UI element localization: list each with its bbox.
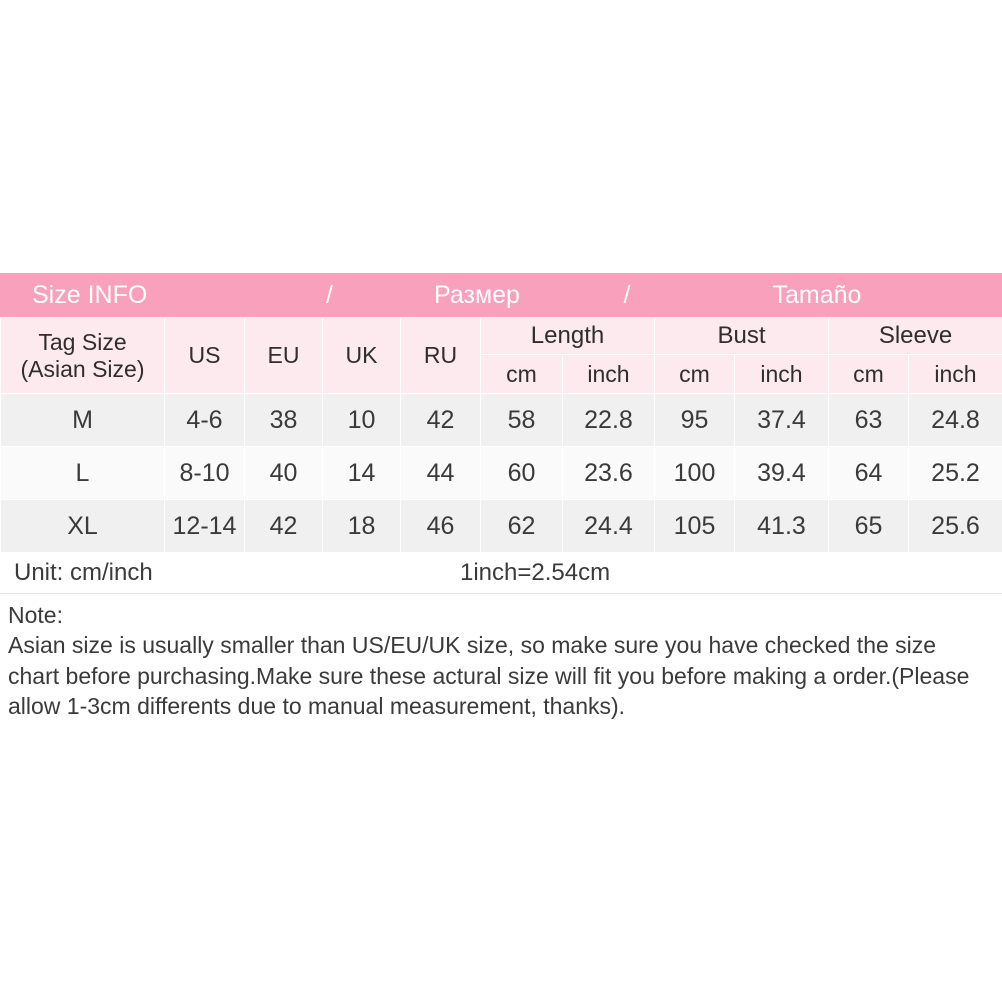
header-eu: EU [245,318,323,394]
table-row [1,500,1002,553]
cell-ru: 42 [401,394,481,447]
cell-bust-cm: 105 [655,500,735,553]
table-row [1,394,1002,447]
banner-separator-2: / [623,280,631,309]
header-tag-size-line2: (Asian Size) [20,355,145,382]
cell-length-cm: 58 [481,394,563,447]
header-us: US [165,318,245,394]
note-block [0,594,1002,721]
note-title: Note: [8,602,63,628]
size-table [0,317,1002,553]
header-bust-inch: inch [735,355,829,394]
cell-tag-size: M [1,394,165,447]
header-tag-size [1,318,165,394]
banner-label-russian: Размер [434,280,520,309]
cell-tag-size: XL [1,500,165,553]
banner-label-spanish: Tamaño [772,280,862,309]
cell-sleeve-inch: 24.8 [909,394,1002,447]
cell-us: 4-6 [165,394,245,447]
cell-length-inch: 24.4 [563,500,655,553]
header-bust-cm: cm [655,355,735,394]
cell-bust-inch: 41.3 [735,500,829,553]
cell-eu: 40 [245,447,323,500]
cell-bust-inch: 37.4 [735,394,829,447]
table-header-row-groups [1,318,1002,355]
header-uk: UK [323,318,401,394]
table-row [1,447,1002,500]
cell-ru: 44 [401,447,481,500]
cell-uk: 14 [323,447,401,500]
header-length: Length [481,318,655,355]
header-length-inch: inch [563,355,655,394]
header-bust: Bust [655,318,829,355]
cell-tag-size: L [1,447,165,500]
cell-uk: 10 [323,394,401,447]
cell-sleeve-cm: 64 [829,447,909,500]
header-sleeve-inch: inch [909,355,1002,394]
header-length-cm: cm [481,355,563,394]
size-info-banner [0,273,1002,317]
header-ru: RU [401,318,481,394]
cell-sleeve-inch: 25.2 [909,447,1002,500]
cell-eu: 42 [245,500,323,553]
cell-us: 8-10 [165,447,245,500]
unit-row [0,553,1002,594]
cell-bust-cm: 100 [655,447,735,500]
cell-eu: 38 [245,394,323,447]
banner-label-english: Size INFO [32,280,148,309]
cell-us: 12-14 [165,500,245,553]
header-sleeve: Sleeve [829,318,1002,355]
cell-length-cm: 60 [481,447,563,500]
unit-conversion: 1inch=2.54cm [460,559,611,586]
unit-label: Unit: cm/inch [14,559,153,586]
header-sleeve-cm: cm [829,355,909,394]
header-tag-size-line1: Tag Size [38,329,127,356]
cell-length-cm: 62 [481,500,563,553]
cell-sleeve-cm: 65 [829,500,909,553]
size-chart [0,273,1002,721]
cell-bust-cm: 95 [655,394,735,447]
cell-uk: 18 [323,500,401,553]
cell-length-inch: 22.8 [563,394,655,447]
cell-sleeve-inch: 25.6 [909,500,1002,553]
cell-sleeve-cm: 63 [829,394,909,447]
cell-length-inch: 23.6 [563,447,655,500]
note-body: Asian size is usually smaller than US/EU/UK size, so make sure you have checked the size chart before purchasing.Make sure these actural size will fit you before making a order.(Please allow 1-3cm differents due to manual measurement, thanks). [8,632,970,720]
banner-separator-1: / [326,280,333,309]
cell-ru: 46 [401,500,481,553]
cell-bust-inch: 39.4 [735,447,829,500]
